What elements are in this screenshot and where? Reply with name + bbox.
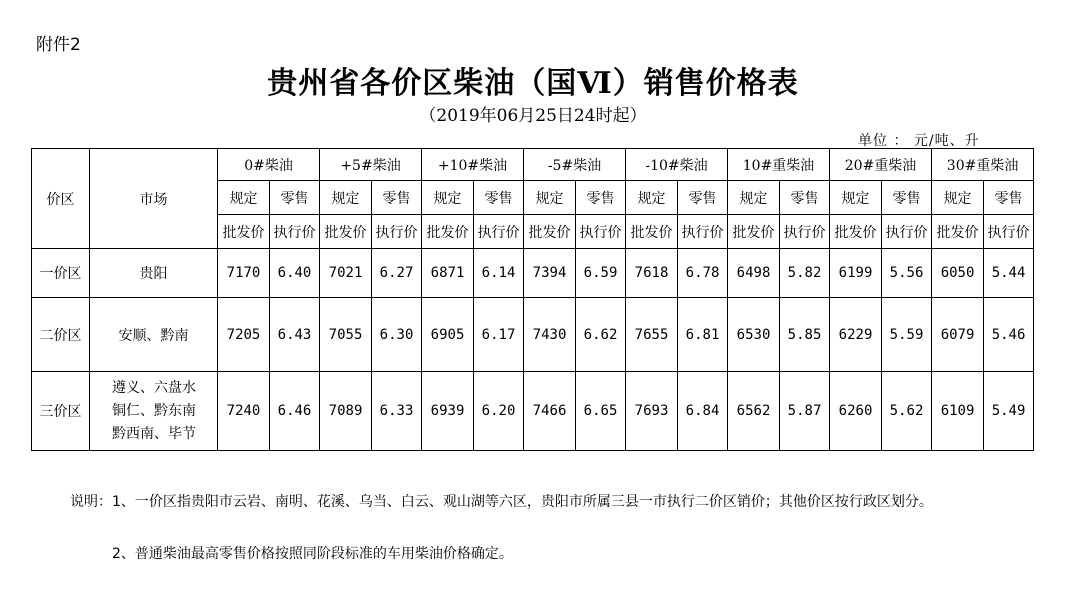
wholesale-price-cell: 7055 bbox=[320, 298, 372, 372]
header-retail-top: 零售 bbox=[474, 181, 524, 215]
wholesale-price-cell: 6530 bbox=[728, 298, 780, 372]
market-name: 铜仁、黔东南 bbox=[112, 402, 196, 419]
wholesale-price-cell: 6050 bbox=[932, 249, 984, 298]
attachment-label: 附件2 bbox=[36, 35, 81, 55]
wholesale-price-cell: 6939 bbox=[422, 372, 474, 451]
market-name: 遵义、六盘水 bbox=[112, 379, 196, 396]
wholesale-price-cell: 7466 bbox=[524, 372, 576, 451]
retail-price-cell: 6.43 bbox=[270, 298, 320, 372]
price-table bbox=[31, 148, 1034, 451]
header-zone: 价区 bbox=[32, 149, 90, 249]
retail-price-cell: 5.49 bbox=[984, 372, 1034, 451]
header-retail-top: 零售 bbox=[372, 181, 422, 215]
retail-price-cell: 6.62 bbox=[576, 298, 626, 372]
retail-price-cell: 6.17 bbox=[474, 298, 524, 372]
retail-price-cell: 6.59 bbox=[576, 249, 626, 298]
header-retail-bottom: 执行价 bbox=[576, 215, 626, 249]
header-retail-bottom: 执行价 bbox=[270, 215, 320, 249]
wholesale-price-cell: 7394 bbox=[524, 249, 576, 298]
wholesale-price-cell: 7021 bbox=[320, 249, 372, 298]
header-wholesale-bottom: 批发价 bbox=[830, 215, 882, 249]
wholesale-price-cell: 7170 bbox=[218, 249, 270, 298]
header-wholesale-top: 规定 bbox=[932, 181, 984, 215]
header-retail-bottom: 执行价 bbox=[372, 215, 422, 249]
retail-price-cell: 5.82 bbox=[780, 249, 830, 298]
wholesale-price-cell: 6079 bbox=[932, 298, 984, 372]
header-retail-top: 零售 bbox=[576, 181, 626, 215]
header-wholesale-top: 规定 bbox=[422, 181, 474, 215]
wholesale-price-cell: 6229 bbox=[830, 298, 882, 372]
zone-cell: 一价区 bbox=[32, 249, 90, 298]
market-name: 贵阳 bbox=[139, 266, 168, 282]
zone-cell: 二价区 bbox=[32, 298, 90, 372]
market-cell bbox=[90, 372, 218, 451]
wholesale-price-cell: 7693 bbox=[626, 372, 678, 451]
retail-price-cell: 5.59 bbox=[882, 298, 932, 372]
retail-price-cell: 5.87 bbox=[780, 372, 830, 451]
header-wholesale-bottom: 批发价 bbox=[422, 215, 474, 249]
header-retail-bottom: 执行价 bbox=[678, 215, 728, 249]
header-retail-top: 零售 bbox=[984, 181, 1034, 215]
header-fuel-type: +5#柴油 bbox=[320, 149, 422, 181]
retail-price-cell: 6.40 bbox=[270, 249, 320, 298]
retail-price-cell: 5.46 bbox=[984, 298, 1034, 372]
header-wholesale-bottom: 批发价 bbox=[626, 215, 678, 249]
wholesale-price-cell: 7430 bbox=[524, 298, 576, 372]
wholesale-price-cell: 7655 bbox=[626, 298, 678, 372]
zone-cell: 三价区 bbox=[32, 372, 90, 451]
wholesale-price-cell: 6871 bbox=[422, 249, 474, 298]
retail-price-cell: 6.65 bbox=[576, 372, 626, 451]
wholesale-price-cell: 6199 bbox=[830, 249, 882, 298]
header-retail-bottom: 执行价 bbox=[474, 215, 524, 249]
unit-label: 单位 ： 元/吨、升 bbox=[858, 133, 980, 149]
header-wholesale-bottom: 批发价 bbox=[524, 215, 576, 249]
retail-price-cell: 5.85 bbox=[780, 298, 830, 372]
header-wholesale-top: 规定 bbox=[218, 181, 270, 215]
market-cell bbox=[90, 249, 218, 298]
header-wholesale-top: 规定 bbox=[626, 181, 678, 215]
note-1: 说明：1、一价区指贵阳市云岩、南明、花溪、乌当、白云、观山湖等六区，贵阳市所属三县一市执行二价区销价；其他价区按行政区划分。 bbox=[70, 494, 933, 510]
wholesale-price-cell: 6498 bbox=[728, 249, 780, 298]
header-retail-top: 零售 bbox=[270, 181, 320, 215]
wholesale-price-cell: 6905 bbox=[422, 298, 474, 372]
header-wholesale-bottom: 批发价 bbox=[320, 215, 372, 249]
wholesale-price-cell: 6109 bbox=[932, 372, 984, 451]
page-title: 贵州省各价区柴油（国Ⅵ）销售价格表 bbox=[267, 66, 799, 101]
retail-price-cell: 6.33 bbox=[372, 372, 422, 451]
market-name: 安顺、黔南 bbox=[118, 327, 189, 344]
retail-price-cell: 6.20 bbox=[474, 372, 524, 451]
header-fuel-type: 0#柴油 bbox=[218, 149, 320, 181]
retail-price-cell: 5.44 bbox=[984, 249, 1034, 298]
retail-price-cell: 6.46 bbox=[270, 372, 320, 451]
wholesale-price-cell: 6562 bbox=[728, 372, 780, 451]
retail-price-cell: 6.30 bbox=[372, 298, 422, 372]
retail-price-cell: 6.27 bbox=[372, 249, 422, 298]
note-2: 2、普通柴油最高零售价格按照同阶段标准的车用柴油价格确定。 bbox=[112, 546, 513, 562]
table-row bbox=[32, 372, 1034, 451]
header-wholesale-top: 规定 bbox=[830, 181, 882, 215]
header-fuel-type: 30#重柴油 bbox=[932, 149, 1034, 181]
header-retail-top: 零售 bbox=[882, 181, 932, 215]
header-fuel-type: 20#重柴油 bbox=[830, 149, 932, 181]
header-wholesale-top: 规定 bbox=[320, 181, 372, 215]
header-retail-top: 零售 bbox=[780, 181, 830, 215]
retail-price-cell: 6.14 bbox=[474, 249, 524, 298]
header-retail-top: 零售 bbox=[678, 181, 728, 215]
market-cell bbox=[90, 298, 218, 372]
header-market: 市场 bbox=[90, 149, 218, 249]
wholesale-price-cell: 7618 bbox=[626, 249, 678, 298]
header-retail-bottom: 执行价 bbox=[882, 215, 932, 249]
header-wholesale-top: 规定 bbox=[728, 181, 780, 215]
retail-price-cell: 6.81 bbox=[678, 298, 728, 372]
header-fuel-type: -10#柴油 bbox=[626, 149, 728, 181]
header-wholesale-bottom: 批发价 bbox=[728, 215, 780, 249]
retail-price-cell: 5.56 bbox=[882, 249, 932, 298]
header-fuel-type: 10#重柴油 bbox=[728, 149, 830, 181]
wholesale-price-cell: 6260 bbox=[830, 372, 882, 451]
page-subtitle: （2019年06月25日24时起） bbox=[419, 106, 647, 126]
retail-price-cell: 6.84 bbox=[678, 372, 728, 451]
table-row bbox=[32, 249, 1034, 298]
market-name: 黔西南、毕节 bbox=[112, 425, 196, 442]
header-fuel-type: -5#柴油 bbox=[524, 149, 626, 181]
table-row bbox=[32, 298, 1034, 372]
retail-price-cell: 5.62 bbox=[882, 372, 932, 451]
wholesale-price-cell: 7205 bbox=[218, 298, 270, 372]
header-wholesale-bottom: 批发价 bbox=[218, 215, 270, 249]
header-wholesale-bottom: 批发价 bbox=[932, 215, 984, 249]
header-retail-bottom: 执行价 bbox=[780, 215, 830, 249]
header-retail-bottom: 执行价 bbox=[984, 215, 1034, 249]
wholesale-price-cell: 7240 bbox=[218, 372, 270, 451]
header-wholesale-top: 规定 bbox=[524, 181, 576, 215]
retail-price-cell: 6.78 bbox=[678, 249, 728, 298]
wholesale-price-cell: 7089 bbox=[320, 372, 372, 451]
header-fuel-type: +10#柴油 bbox=[422, 149, 524, 181]
